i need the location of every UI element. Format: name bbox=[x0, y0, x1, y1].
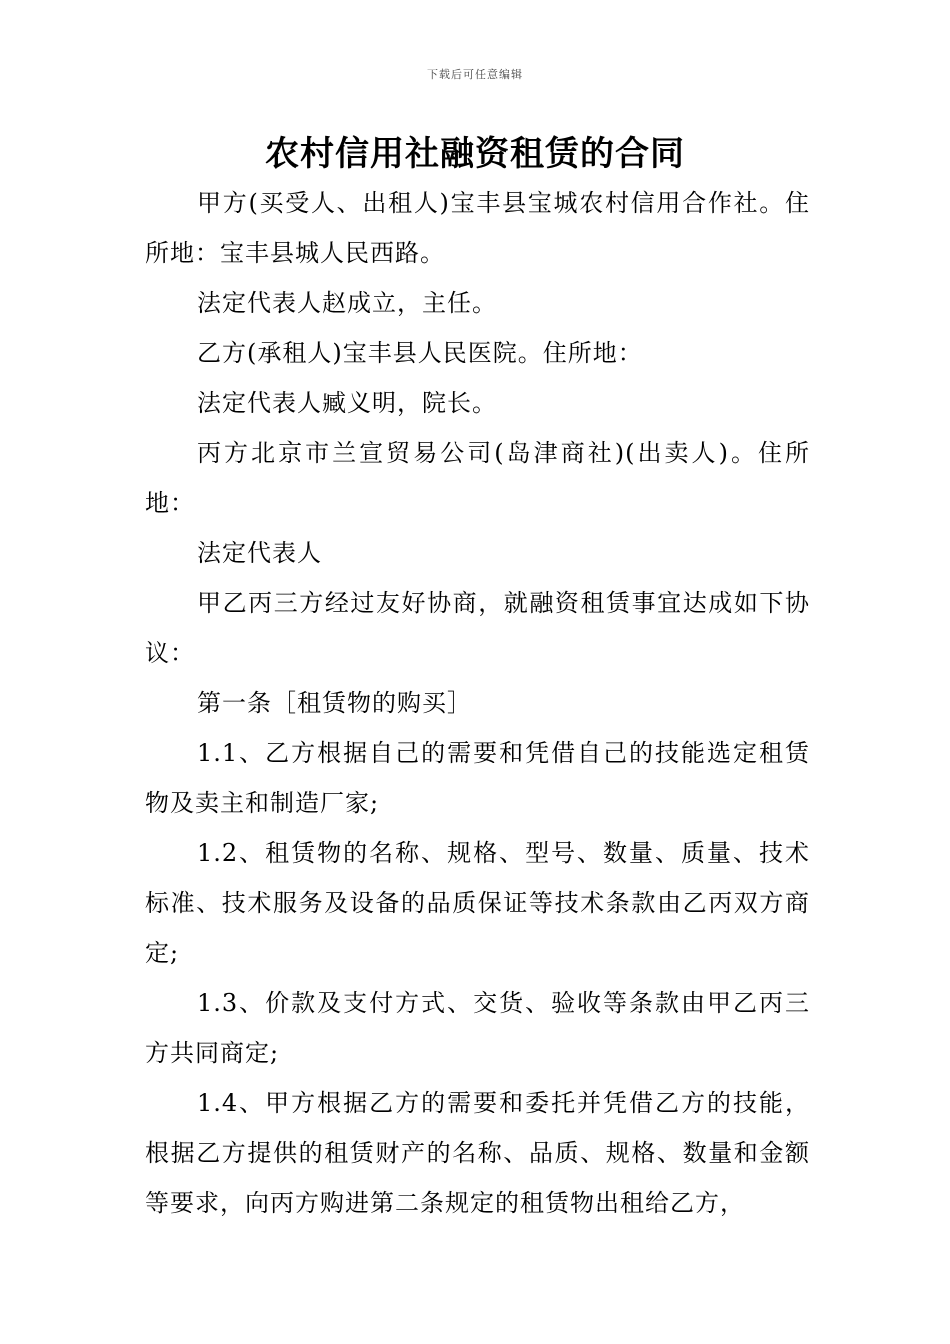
article-heading: 第一条［租赁物的购买］ bbox=[197, 689, 472, 717]
clause-1-2: 1.2、租赁物的名称、规格、型号、数量、质量、技术标准、技术服务及设备的品质保证等技术条款由乙丙双方商定; bbox=[145, 839, 810, 967]
party-b-paragraph: 乙方(承租人)宝丰县人民医院。住所地： bbox=[197, 339, 643, 367]
party-b-representative: 法定代表人臧义明，院长。 bbox=[197, 389, 497, 417]
party-a-paragraph: 甲方(买受人、出租人)宝丰县宝城农村信用合作社。住所地：宝丰县城人民西路。 bbox=[145, 189, 810, 267]
clause-1-4: 1.4、甲方根据乙方的需要和委托并凭借乙方的技能，根据乙方提供的租赁财产的名称、品质、规格、数量和金额等要求，向丙方购进第二条规定的租赁物出租给乙方， bbox=[145, 1089, 810, 1217]
agreement-intro: 甲乙丙三方经过友好协商，就融资租赁事宜达成如下协议： bbox=[145, 589, 810, 667]
document-title: 农村信用社融资租赁的合同 bbox=[265, 134, 685, 174]
party-a-representative: 法定代表人赵成立，主任。 bbox=[197, 289, 497, 317]
clause-1-3: 1.3、价款及支付方式、交货、验收等条款由甲乙丙三方共同商定; bbox=[145, 989, 810, 1067]
party-c-paragraph: 丙方北京市兰宣贸易公司(岛津商社)(出卖人)。住所地： bbox=[145, 439, 810, 517]
party-c-representative: 法定代表人 bbox=[197, 539, 322, 567]
header-note: 下载后可任意编辑 bbox=[427, 68, 523, 81]
document-body bbox=[145, 178, 810, 1228]
clause-1-1: 1.1、乙方根据自己的需要和凭借自己的技能选定租赁物及卖主和制造厂家; bbox=[145, 739, 810, 817]
